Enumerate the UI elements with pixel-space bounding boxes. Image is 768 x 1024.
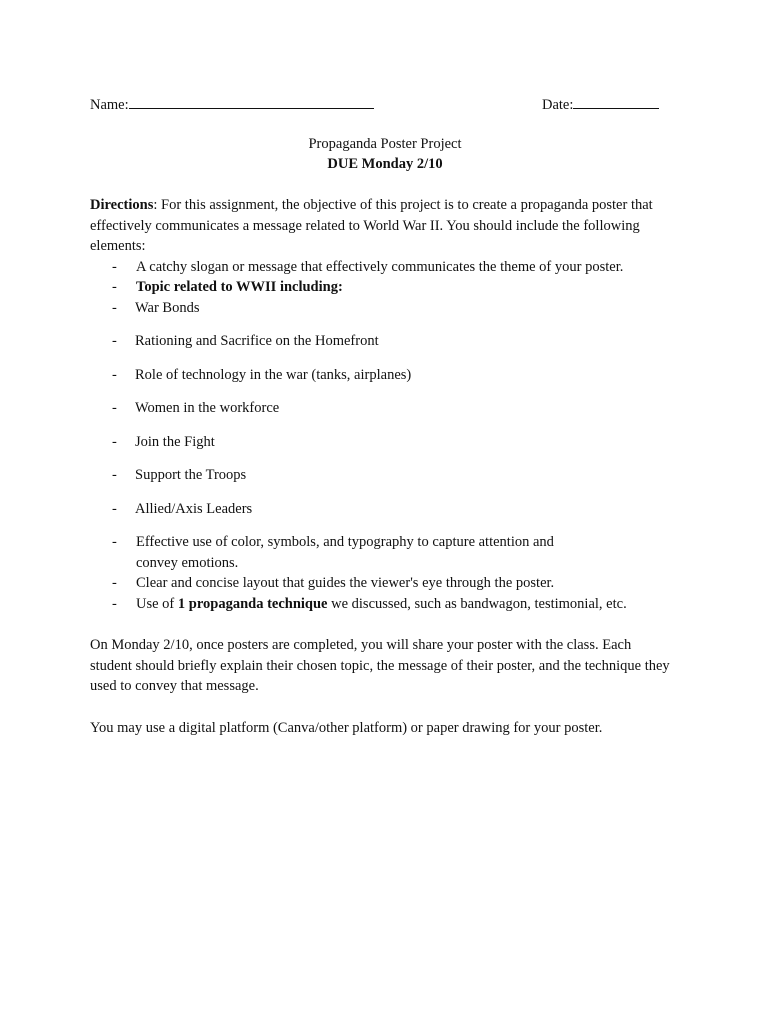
requirements-list-continued [90,532,670,614]
date-blank-line [573,92,659,109]
directions-text: : For this assignment, the objective of this project is to create a propaganda poster that effectively communicates a message related to World War II. You should include the following elements: [90,197,653,254]
bullet-dash: - [112,467,117,483]
bullet-dash: - [112,279,117,295]
topic-item [90,331,670,352]
topic-item [90,365,670,386]
technique-bold: 1 propaganda technique [177,595,328,612]
date-field-group [542,92,659,116]
title-block [90,134,680,174]
bullet-dash: - [112,258,117,275]
topic-text: Support the Troops [135,467,247,483]
topic-text: Join the Fight [135,433,215,450]
slogan-text: A catchy slogan or message that effectively communicates the theme of your poster. [136,258,624,275]
bullet-dash: - [112,575,117,591]
list-item-topic [90,277,670,298]
technique-prefix: Use of [136,595,178,612]
directions-paragraph [90,195,670,257]
technique-suffix: we discussed, such as bandwagon, testimonial, etc. [327,595,627,612]
topic-item [90,398,670,419]
bullet-dash: - [112,500,117,517]
topic-text: Role of technology in the war (tanks, airplanes) [135,366,412,383]
directions-label: Directions [90,197,154,213]
list-item-design [90,532,670,573]
layout-text: Clear and concise layout that guides the viewer's eye through the poster. [136,575,555,591]
bullet-dash: - [112,366,117,383]
requirements-list [90,257,670,298]
bullet-dash: - [112,400,117,416]
header-row [90,92,670,114]
topic-text: Allied/Axis Leaders [135,500,253,517]
topic-text: Women in the workforce [135,400,280,416]
bullet-dash: - [112,595,117,612]
list-item-slogan [90,257,670,278]
topic-item [90,465,670,486]
date-label: Date: [542,97,574,113]
design-text-line1: Effective use of color, symbols, and typography to capture attention and [136,534,554,550]
page-title: Propaganda Poster Project [308,136,462,152]
topic-text: Rationing and Sacrifice on the Homefront [135,333,379,349]
name-label: Name: [90,97,129,113]
topic-heading: Topic related to WWII including: [136,279,343,295]
assignment-page [90,92,670,738]
due-date: DUE Monday 2/10 [327,156,443,172]
topic-item [90,298,670,319]
platform-note: You may use a digital platform (Canva/other platform) or paper drawing for your poster. [90,719,603,736]
design-text-line2: convey emotions. [136,554,239,571]
topic-item [90,499,670,520]
presentation-paragraph: On Monday 2/10, once posters are completed, you will share your poster with the class. Each student should briefly explain their chosen topic, the message of their poster, and the technique they used to convey that message. [90,637,670,694]
topic-text: War Bonds [135,299,200,316]
topics-list [90,298,670,520]
name-field-group [90,92,374,116]
topic-item [90,432,670,453]
list-item-technique [90,594,670,615]
bullet-dash: - [112,299,117,316]
name-blank-line [129,92,374,109]
bullet-dash: - [112,333,117,349]
list-item-layout [90,573,670,594]
bullet-dash: - [112,433,117,450]
bullet-dash: - [112,534,117,550]
